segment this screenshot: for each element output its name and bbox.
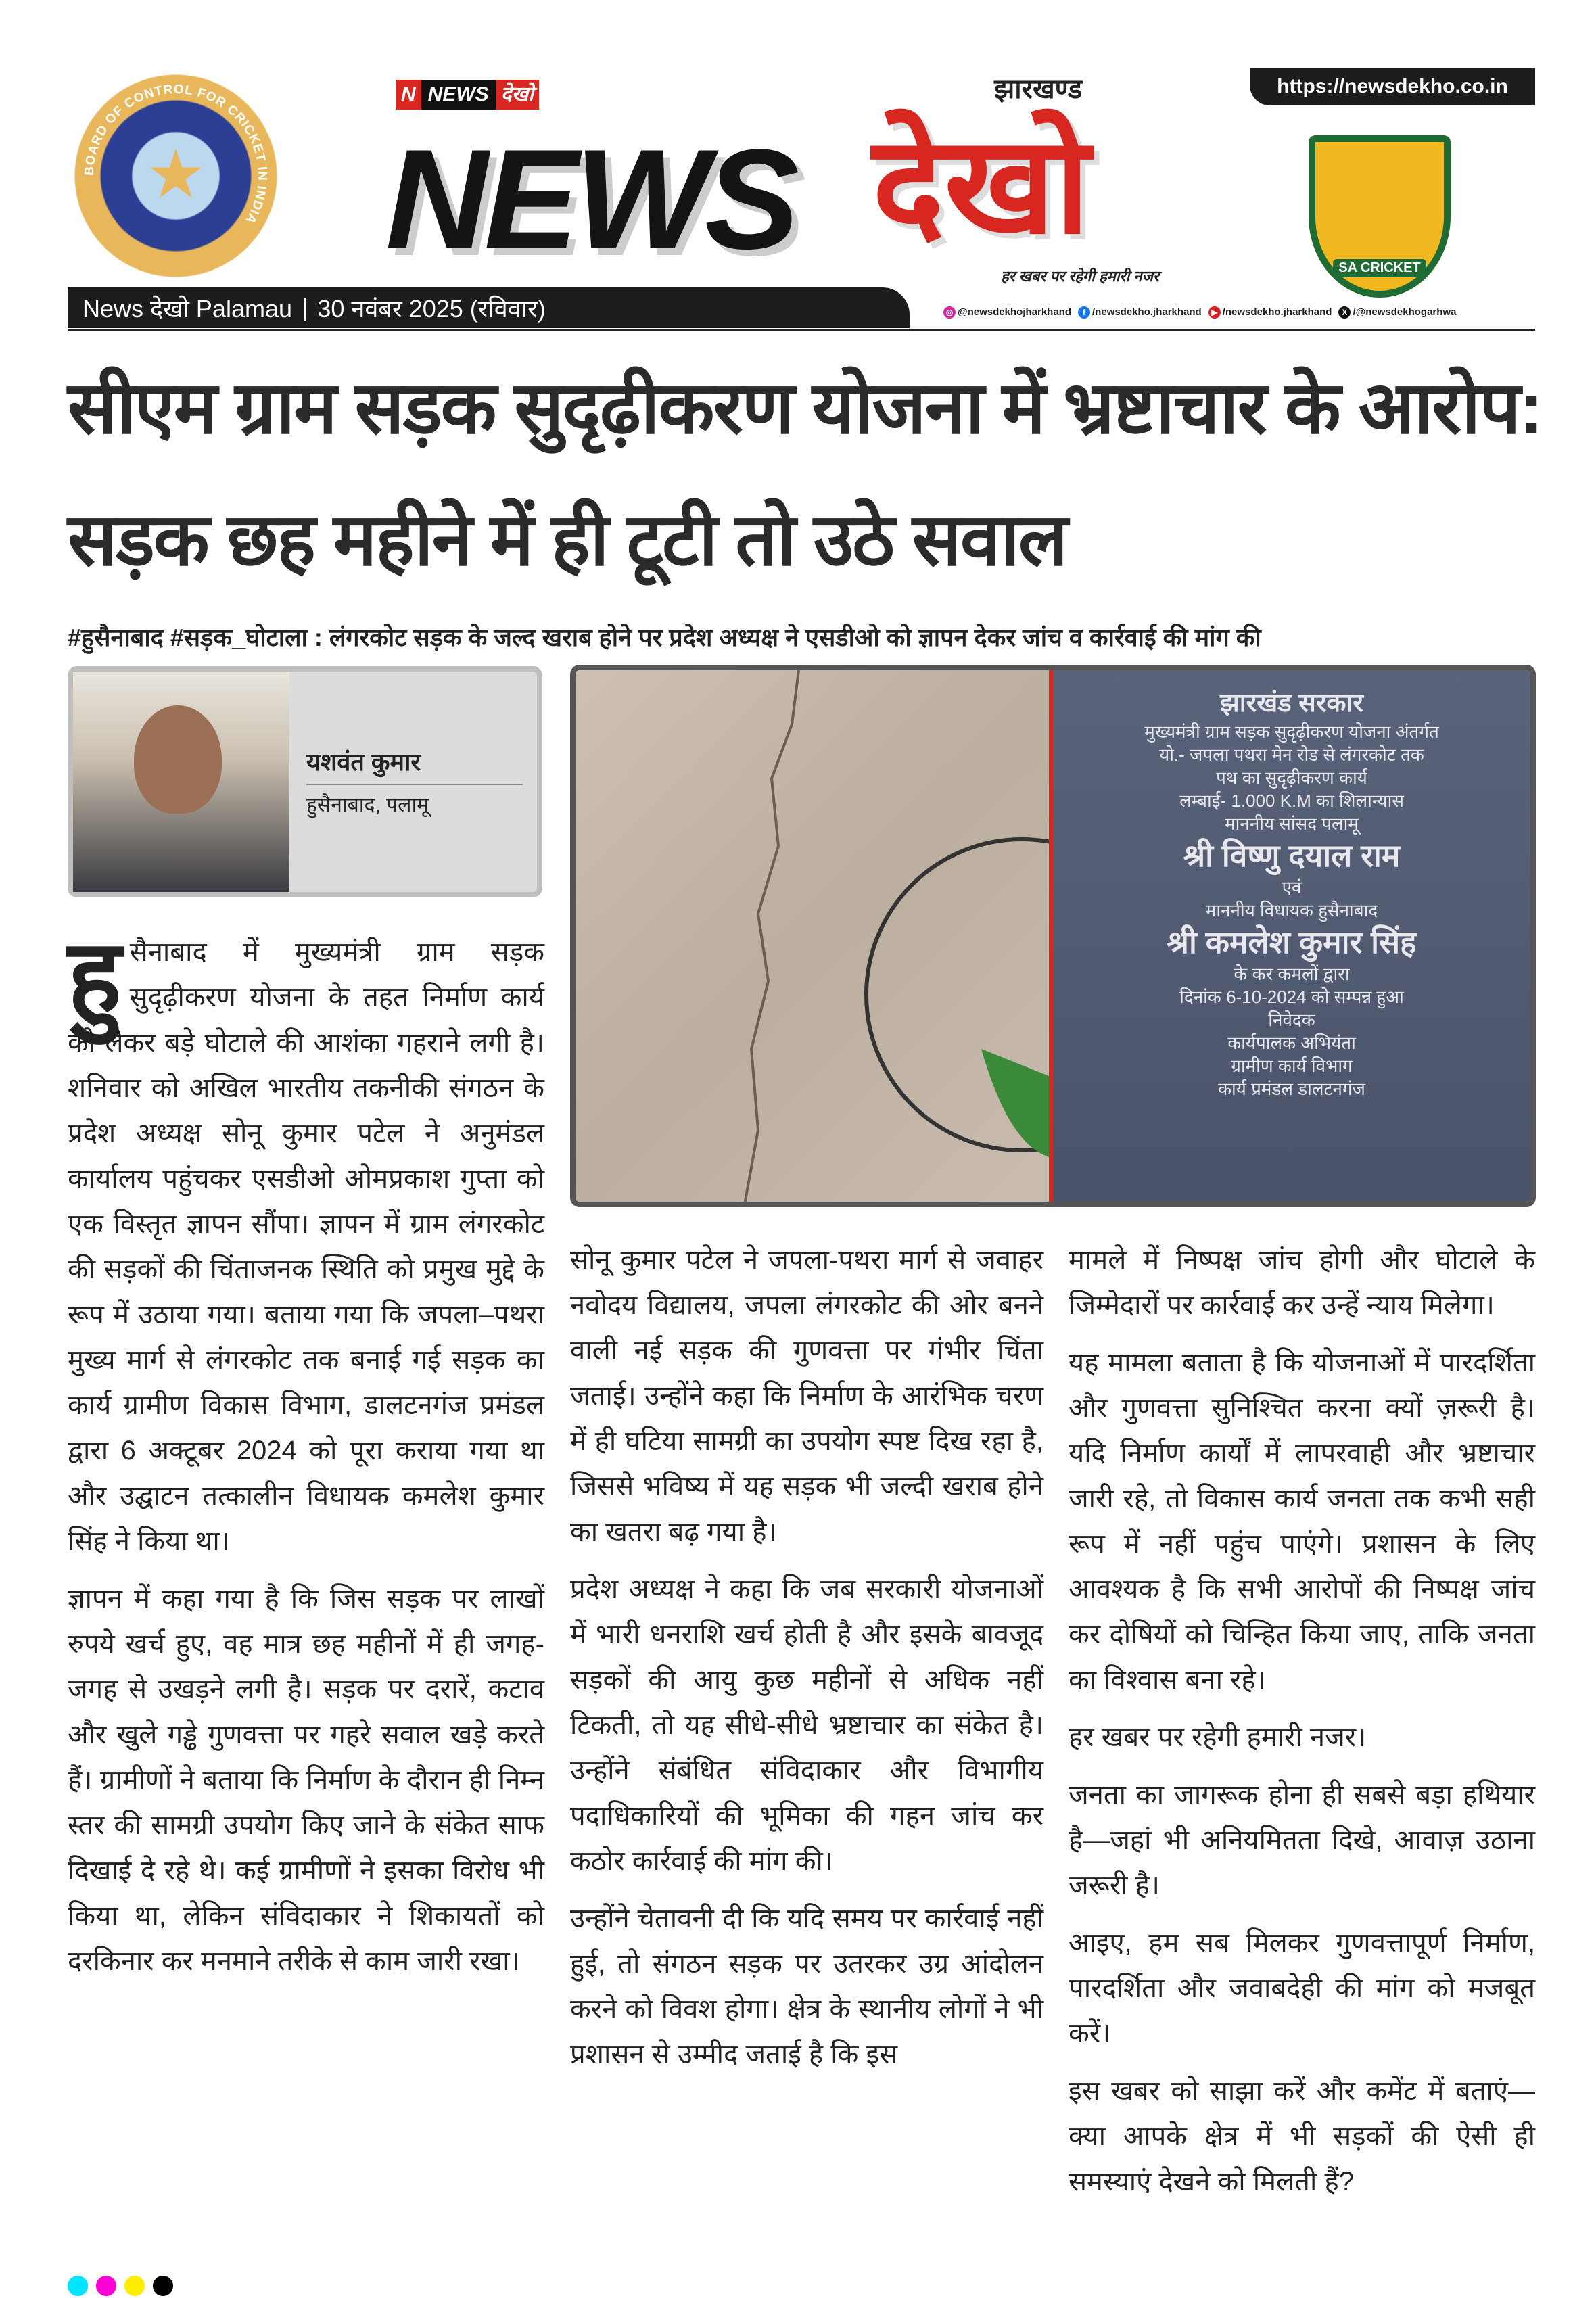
plaque-line: कार्यपालक अभियंता (1227, 1033, 1356, 1053)
youtube-icon: ▶ (1208, 306, 1221, 319)
plaque-line: माननीय सांसद पलामू (1225, 814, 1359, 834)
facebook-icon: f (1078, 306, 1090, 319)
bcci-logo (74, 74, 277, 277)
plaque-line: पथ का सुदृढ़ीकरण कार्य (1216, 768, 1367, 788)
social-handle: /@newsdekhogarhwa (1353, 306, 1457, 318)
star-icon: ★ (145, 135, 206, 214)
instagram-icon: ◎ (943, 306, 956, 319)
article-column-2 (570, 1238, 1043, 2090)
registration-dot (68, 2276, 88, 2296)
article-paragraph: उन्होंने चेतावनी दी कि यदि समय पर कार्रवाई नहीं हुई, तो संगठन सड़क पर उतरकर उग्र आंदोलन करने को विवश होगा। क्षेत्र के स्थानीय लोगों ने भी प्रशासन से उम्मीद जताई है कि इस (570, 1904, 1043, 2069)
headline: सीएम ग्राम सड़क सुदृढ़ीकरण योजना में भ्रष्टाचार के आरोप: सड़क छह महीने में ही टूटी तो उठे सवाल (68, 367, 1543, 580)
svg-text:BOARD OF CONTROL FOR CRICKET I (83, 83, 269, 227)
plaque-line: लम्बाई- 1.000 K.M का शिलान्यास (1179, 791, 1404, 811)
mini-logo-n: N (396, 80, 421, 110)
logo-dekho: देखो (872, 110, 1090, 261)
plaque-line: यो.- जपला पथरा मेन रोड से लंगरकोट तक (1159, 745, 1424, 765)
plaque-line: कार्य प्रमंडल डालटनगंज (1218, 1079, 1365, 1099)
plaque-line: झारखंड सरकार (1220, 689, 1363, 718)
registration-dot (96, 2276, 116, 2296)
article-column-3 (1069, 1238, 1535, 2217)
social-links (943, 306, 1456, 319)
bcci-logo-text: BOARD OF CONTROL FOR CRICKET IN INDIA (82, 82, 270, 227)
plaque-line: दिनांक 6-10-2024 को सम्पन्न हुआ (1179, 987, 1404, 1007)
edition-date: 30 नवंबर 2025 (रविवार) (317, 294, 546, 323)
logo-state: झारखण्ड (994, 74, 1083, 104)
plaque-line: के कर कमलों द्वारा (1234, 964, 1350, 984)
article-paragraph: जनता का जागरूक होना ही सबसे बड़ा हथियार है—जहां भी अनियमितता दिखे, आवाज़ उठाना जरूरी है। (1069, 1780, 1535, 1900)
website-url[interactable]: https://newsdekho.co.in (1250, 68, 1535, 105)
print-registration-marks (68, 2276, 173, 2296)
social-handle: /newsdekho.jharkhand (1222, 306, 1332, 318)
author-name: यशवंत कुमार (306, 746, 523, 785)
article-paragraph: सोनू कुमार पटेल ने जपला-पथरा मार्ग से जवाहर नवोदय विद्यालय, जपला लंगरकोट की ओर बनने वाली नई सड़क की गुणवत्ता पर गंभीर चिंता जताई। उन्होंने कहा कि निर्माण के आरंभिक चरण में ही घटिया सामग्री का उपयोग स्पष्ट दिख रहा है, जिससे भविष्य में यह सड़क भी जल्दी खराब होने का खतरा बढ़ गया है। (570, 1245, 1043, 1547)
plaque-line: मुख्यमंत्री ग्राम सड़क सुदृढ़ीकरण योजना अंतर्गत (1144, 722, 1439, 742)
separator: | (302, 294, 308, 321)
registration-dot (124, 2276, 145, 2296)
article-paragraph: प्रदेश अध्यक्ष ने कहा कि जब सरकारी योजनाओं में भारी धनराशि खर्च होती है और इसके बावजूद सड़कों की आयु कुछ महीनों से अधिक नहीं टिकती, तो यह सीधे-सीधे भ्रष्टाचार का संकेत है। उन्होंने संबंधित संविदाकार और विभागीय पदाधिकारियों की भूमिका की गहन जांच कर कठोर कार्रवाई की मांग की। (570, 1574, 1043, 1876)
drop-cap: हु (68, 919, 122, 1033)
news-photo (570, 665, 1536, 1207)
cracked-road-image (576, 670, 1049, 1202)
article-column-1 (68, 919, 544, 1996)
plaque-line: एवं (1282, 877, 1302, 897)
logo-tagline: हर खबर पर रहेगी हमारी नजर (1001, 268, 1159, 285)
sa-cricket-logo (1309, 135, 1451, 298)
mini-logo-dekho: देखो (496, 80, 539, 110)
paragraph-text: सैनाबाद में मुख्यमंत्री ग्राम सड़क सुदृढ़ीकरण योजना के तहत निर्माण कार्य को लेकर बड़े घोटाले की आशंका गहराने लगी है। शनिवार को अखिल भारतीय तकनीकी संगठन के प्रदेश अध्यक्ष सोनू कुमार पटेल ने अनुमंडल कार्यालय पहुंचकर एसडीओ ओमप्रकाश गुप्ता को एक विस्तृत ज्ञापन सौंपा। ज्ञापन में ग्राम लंगरकोट की सड़कों की चिंताजनक स्थिति को प्रमुख मुद्दे के रूप में उठाया गया। बताया गया कि जपला–पथरा मुख्य मार्ग से लंगरकोट तक बनाई गई सड़क का कार्य ग्रामीण विकास विभाग, डालटनगंज प्रमंडल द्वारा 6 अक्टूबर 2024 को पूरा कराया गया था और उद्घाटन तत्कालीन विधायक कमलेश कुमार सिंह ने किया था। (68, 937, 544, 1556)
article-paragraph: हर खबर पर रहेगी हमारी नजर। (1069, 1722, 1367, 1752)
social-link[interactable] (1338, 306, 1456, 319)
social-handle: @newsdekhojharkhand (958, 306, 1071, 318)
mini-logo (396, 80, 539, 110)
plaque-line: ग्रामीण कार्य विभाग (1231, 1056, 1353, 1076)
article-paragraph: इस खबर को साझा करें और कमेंट में बताएं—क्या आपके क्षेत्र में भी सड़कों की ऐसी ही समस्याएं देखने को मिलती हैं? (1069, 2076, 1535, 2197)
author-box (68, 666, 542, 897)
registration-dot (153, 2276, 173, 2296)
article-paragraph: ज्ञापन में कहा गया है कि जिस सड़क पर लाखों रुपये खर्च हुए, वह मात्र छह महीनों में ही जगह-जगह से उखड़ने लगी है। सड़क पर दरारें, कटाव और खुले गड्ढे गुणवत्ता पर गहरे सवाल खड़े करते हैं। ग्रामीणों ने बताया कि निर्माण के दौरान ही निम्न स्तर की सामग्री उपयोग किए जाने के संकेत साफ दिखाई दे रहे थे। कई ग्रामीणों ने इसका विरोध भी किया था, लेकिन संविदाकार ने शिकायतों को दरकिनार कर मनमाने तरीके से काम जारी रखा। (68, 1584, 544, 1976)
foundation-plaque (1049, 670, 1530, 1202)
article-paragraph: यह मामला बताता है कि योजनाओं में पारदर्शिता और गुणवत्ता सुनिश्चित करना क्यों ज़रूरी है। यदि निर्माण कार्यों में लापरवाही और भ्रष्टाचार जारी रहे, तो विकास कार्य जनता तक कभी सही रूप में नहीं पहुंच पाएंगे। प्रशासन के लिए आवश्यक है कि सभी आरोपों की निष्पक्ष जांच कर दोषियों को चिन्हित किया जाए, ताकि जनता का विश्वास बना रहे। (1069, 1348, 1535, 1695)
social-link[interactable] (943, 306, 1071, 319)
subheadline: #हुसैनाबाद #सड़क_घोटाला : लंगरकोट सड़क के जल्द खराब होने पर प्रदेश अध्यक्ष ने एसडीओ को ज्ञापन देकर जांच व कार्रवाई की मांग की (68, 624, 1261, 651)
plaque-line: श्री कमलेश कुमार सिंह (1167, 924, 1417, 960)
edition-name: News देखो Palamau (83, 294, 292, 323)
mini-logo-news: NEWS (421, 80, 496, 110)
plaque-line: श्री विष्णु दयाल राम (1183, 838, 1401, 873)
x-icon: X (1338, 306, 1351, 319)
article-paragraph: आइए, हम सब मिलकर गुणवत्तापूर्ण निर्माण, पारदर्शिता और जवाबदेही की मांग को मजबूत करें। (1069, 1928, 1535, 2048)
logo-news: NEWS (385, 120, 795, 279)
author-photo (73, 672, 289, 892)
social-link[interactable] (1078, 306, 1202, 319)
social-handle: /newsdekho.jharkhand (1092, 306, 1202, 318)
article-paragraph: मामले में निष्पक्ष जांच होगी और घोटाले के जिम्मेदारों पर कार्रवाई कर उन्हें न्याय मिलेगा। (1069, 1245, 1535, 1320)
article-paragraph (68, 919, 544, 1564)
sa-logo-text: SA CRICKET (1333, 259, 1426, 277)
road-crack (576, 670, 1049, 1204)
header-rule (68, 329, 1535, 331)
social-link[interactable] (1208, 306, 1332, 319)
plaque-line: निवेदक (1268, 1010, 1315, 1030)
bcci-ring (74, 74, 277, 277)
edition-date-bar (68, 287, 910, 328)
author-place: हुसैनाबाद, पलामू (306, 794, 429, 816)
plaque-line: माननीय विधायक हुसैनाबाद (1205, 900, 1378, 920)
